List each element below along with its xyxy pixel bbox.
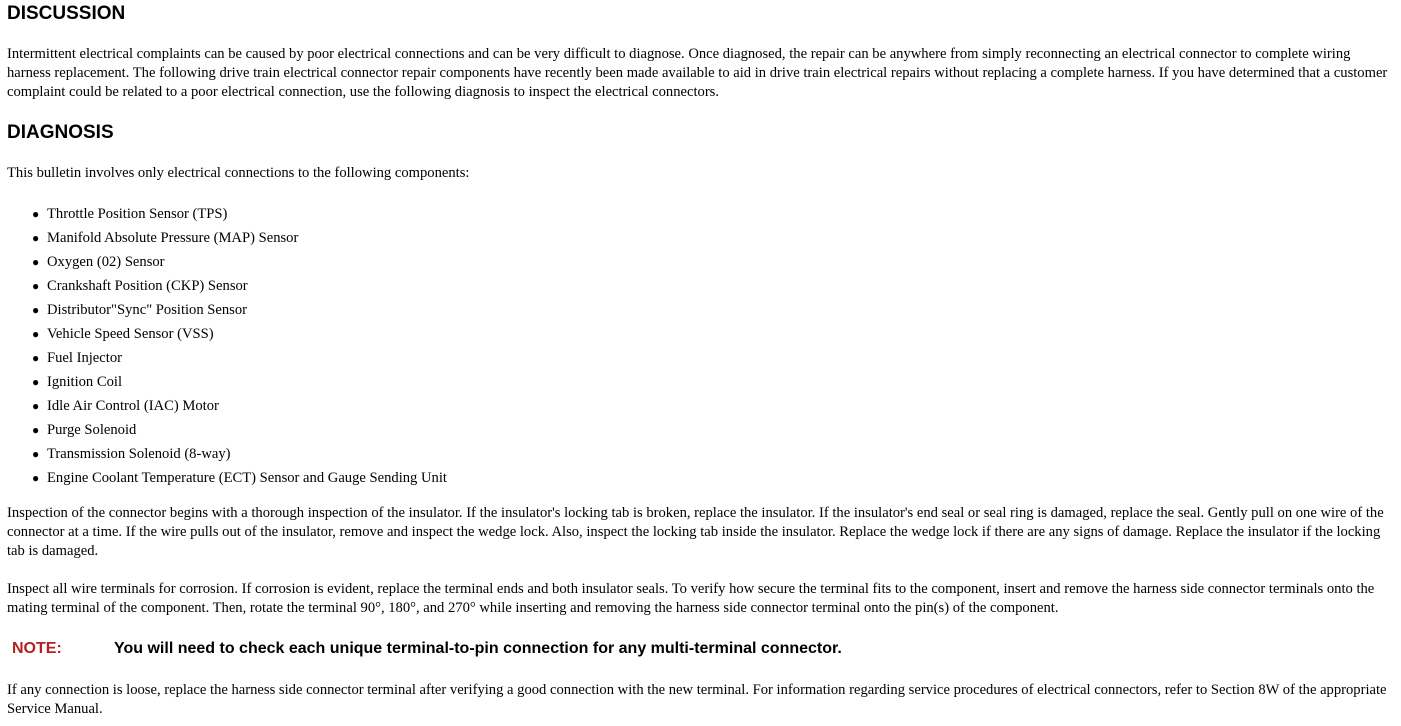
bullet-icon: ● bbox=[32, 255, 40, 269]
component-label: Crankshaft Position (CKP) Sensor bbox=[47, 278, 248, 294]
component-label: Fuel Injector bbox=[47, 350, 122, 366]
list-item bbox=[32, 322, 447, 346]
diagnosis-intro: This bulletin involves only electrical connections to the following components: bbox=[7, 165, 470, 181]
bullet-icon: ● bbox=[32, 399, 40, 413]
component-label: Idle Air Control (IAC) Motor bbox=[47, 398, 219, 414]
list-item bbox=[32, 274, 447, 298]
component-label: Vehicle Speed Sensor (VSS) bbox=[47, 326, 214, 342]
list-item bbox=[32, 418, 447, 442]
note-text: You will need to check each unique terminal-to-pin connection for any multi-terminal connector. bbox=[114, 640, 842, 657]
terminal-inspection-paragraph: Inspect all wire terminals for corrosion. If corrosion is evident, replace the terminal ends and both insulator seals. To verify how secure the terminal fits to the component, insert and remove the harness side connector terminals onto the mating terminal of the component. Then, rotate the terminal 90°, 180°, and 270° while inserting and removing the harness side connector terminal onto the pin(s) of the component. bbox=[7, 581, 1375, 616]
bullet-icon: ● bbox=[32, 231, 40, 245]
list-item bbox=[32, 394, 447, 418]
list-item bbox=[32, 202, 447, 226]
component-label: Oxygen (02) Sensor bbox=[47, 254, 165, 270]
bullet-icon: ● bbox=[32, 327, 40, 341]
bullet-icon: ● bbox=[32, 207, 40, 221]
list-item bbox=[32, 298, 447, 322]
list-item bbox=[32, 370, 447, 394]
list-item bbox=[32, 250, 447, 274]
bullet-icon: ● bbox=[32, 303, 40, 317]
bullet-icon: ● bbox=[32, 471, 40, 485]
discussion-heading: DISCUSSION bbox=[7, 3, 126, 24]
list-item bbox=[32, 466, 447, 490]
bullet-icon: ● bbox=[32, 447, 40, 461]
final-paragraph: If any connection is loose, replace the harness side connector terminal after verifying a good connection with the new terminal. For information regarding service procedures of electrical connectors, refer to Section 8W of the appropriate Service Manual. bbox=[7, 682, 1387, 717]
bullet-icon: ● bbox=[32, 375, 40, 389]
component-label: Distributor"Sync" Position Sensor bbox=[47, 302, 248, 318]
component-label: Transmission Solenoid (8-way) bbox=[47, 446, 231, 462]
discussion-paragraph: Intermittent electrical complaints can be caused by poor electrical connections and can be very difficult to diagnose. Once diagnosed, the repair can be anywhere from simply reconnecting an electrical connector to complete wiring harness replacement. The following drive train electrical connector repair components have recently been made available to aid in drive train electrical repairs without replacing a complete harness. If you have determined that a customer complaint could be related to a poor electrical connection, use the following diagnosis to inspect the electrical connectors. bbox=[7, 46, 1388, 100]
diagnosis-heading: DIAGNOSIS bbox=[7, 122, 114, 143]
note-callout bbox=[12, 638, 842, 660]
list-item bbox=[32, 226, 447, 250]
component-label: Ignition Coil bbox=[47, 374, 122, 390]
component-label: Engine Coolant Temperature (ECT) Sensor and Gauge Sending Unit bbox=[47, 470, 447, 486]
bullet-icon: ● bbox=[32, 351, 40, 365]
bullet-icon: ● bbox=[32, 279, 40, 293]
insulator-inspection-paragraph: Inspection of the connector begins with a thorough inspection of the insulator. If the insulator's locking tab is broken, replace the insulator. If the insulator's end seal or seal ring is damaged, replace the seal. Gently pull on one wire of the connector at a time. If the wire pulls out of the insulator, remove and inspect the wedge lock. Also, inspect the locking tab inside the insulator. Replace the wedge lock if there are any signs of damage. Replace the insulator if the locking tab is damaged. bbox=[7, 505, 1384, 559]
component-label: Manifold Absolute Pressure (MAP) Sensor bbox=[47, 230, 299, 246]
list-item bbox=[32, 442, 447, 466]
bullet-icon: ● bbox=[32, 423, 40, 437]
component-label: Purge Solenoid bbox=[47, 422, 137, 438]
component-list bbox=[7, 202, 447, 490]
note-label: NOTE: bbox=[12, 640, 62, 657]
component-label: Throttle Position Sensor (TPS) bbox=[47, 206, 228, 222]
list-item bbox=[32, 346, 447, 370]
